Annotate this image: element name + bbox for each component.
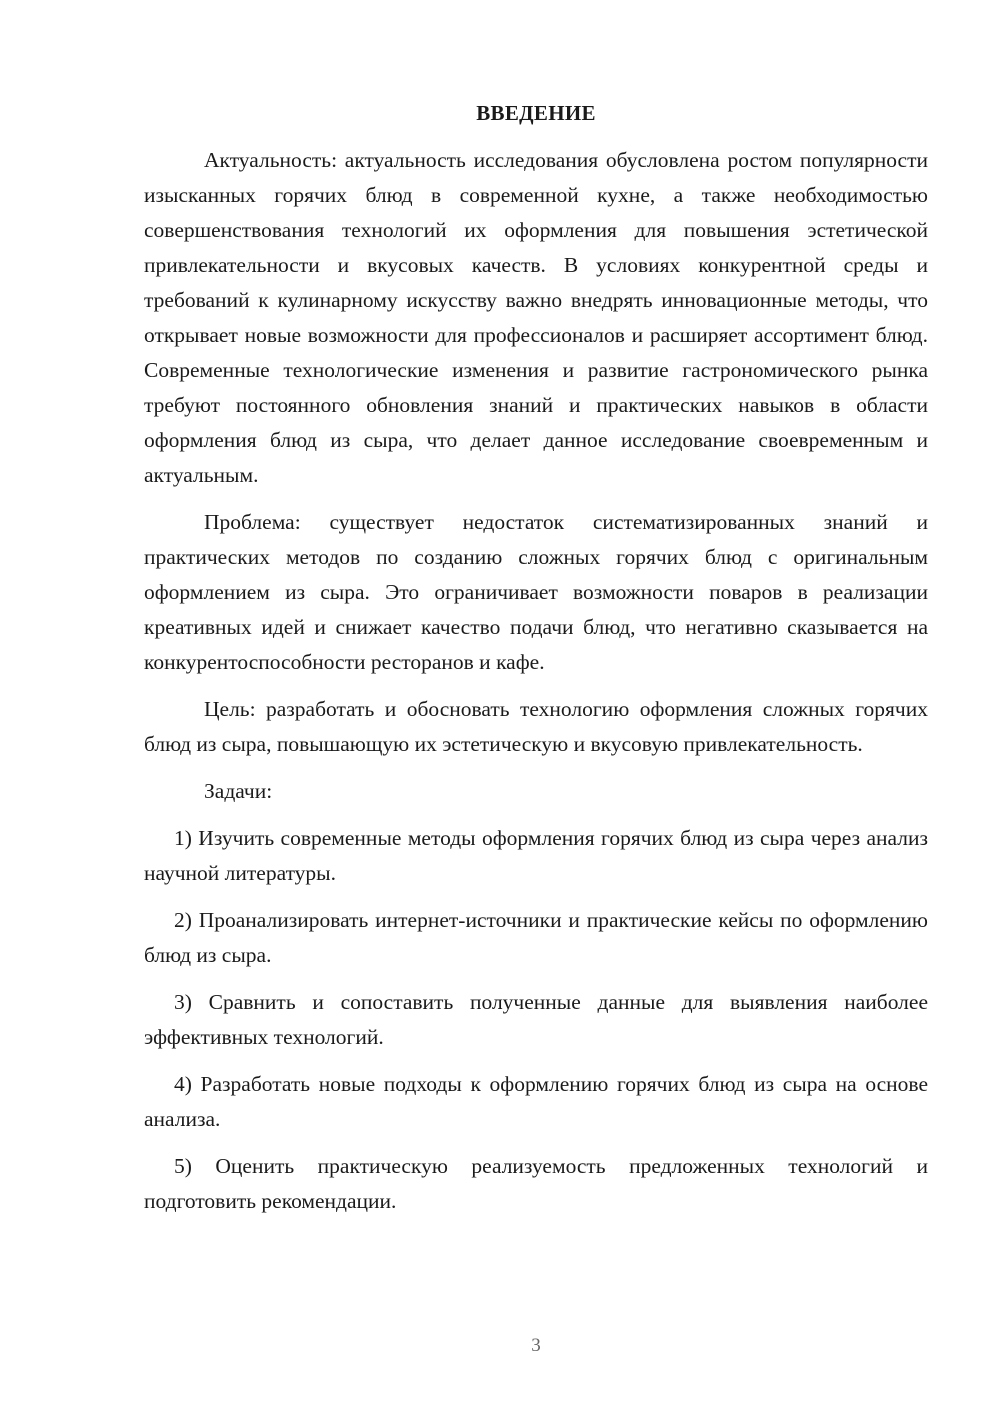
- task-item: 3) Сравнить и сопоставить полученные данные для выявления наиболее эффективных технологий.: [144, 990, 928, 1049]
- paragraph-relevance: Актуальность: актуальность исследования обусловлена ростом популярности изысканных горячих блюд в современной кухне, а также необходимостью совершенствования технологий их оформления для повышения эстетической привлекательности и вкусовых качеств. В условиях конкурентной среды и требований к кулинарному искусству важно внедрять инновационные методы, что открывает новые возможности для профессионалов и расширяет ассортимент блюд. Современные технологические изменения и развитие гастрономического рынка требуют постоянного обновления знаний и практических навыков в области оформления блюд из сыра, что делает данное исследование своевременным и актуальным.: [144, 148, 928, 487]
- paragraph-problem: Проблема: существует недостаток систематизированных знаний и практических методов по созданию сложных горячих блюд с оригинальным оформлением из сыра. Это ограничивает возможности поваров в реализации креативных идей и снижает качество подачи блюд, что негативно сказывается на конкурентоспособности ресторанов и кафе.: [144, 510, 928, 674]
- section-title: ВВЕДЕНИЕ: [476, 101, 596, 125]
- task-item: 4) Разработать новые подходы к оформлению горячих блюд из сыра на основе анализа.: [144, 1072, 928, 1131]
- document-page: [144, 96, 928, 1231]
- task-item: 1) Изучить современные методы оформления горячих блюд из сыра через анализ научной литературы.: [144, 826, 928, 885]
- paragraph-goal: Цель: разработать и обосновать технологию оформления сложных горячих блюд из сыра, повышающую их эстетическую и вкусовую привлекательность.: [144, 697, 928, 756]
- task-item: 2) Проанализировать интернет-источники и практические кейсы по оформлению блюд из сыра.: [144, 908, 928, 967]
- page-number: 3: [531, 1335, 541, 1356]
- task-item: 5) Оценить практическую реализуемость предложенных технологий и подготовить рекомендации.: [144, 1154, 928, 1213]
- paragraph-tasks-heading: Задачи:: [204, 779, 273, 803]
